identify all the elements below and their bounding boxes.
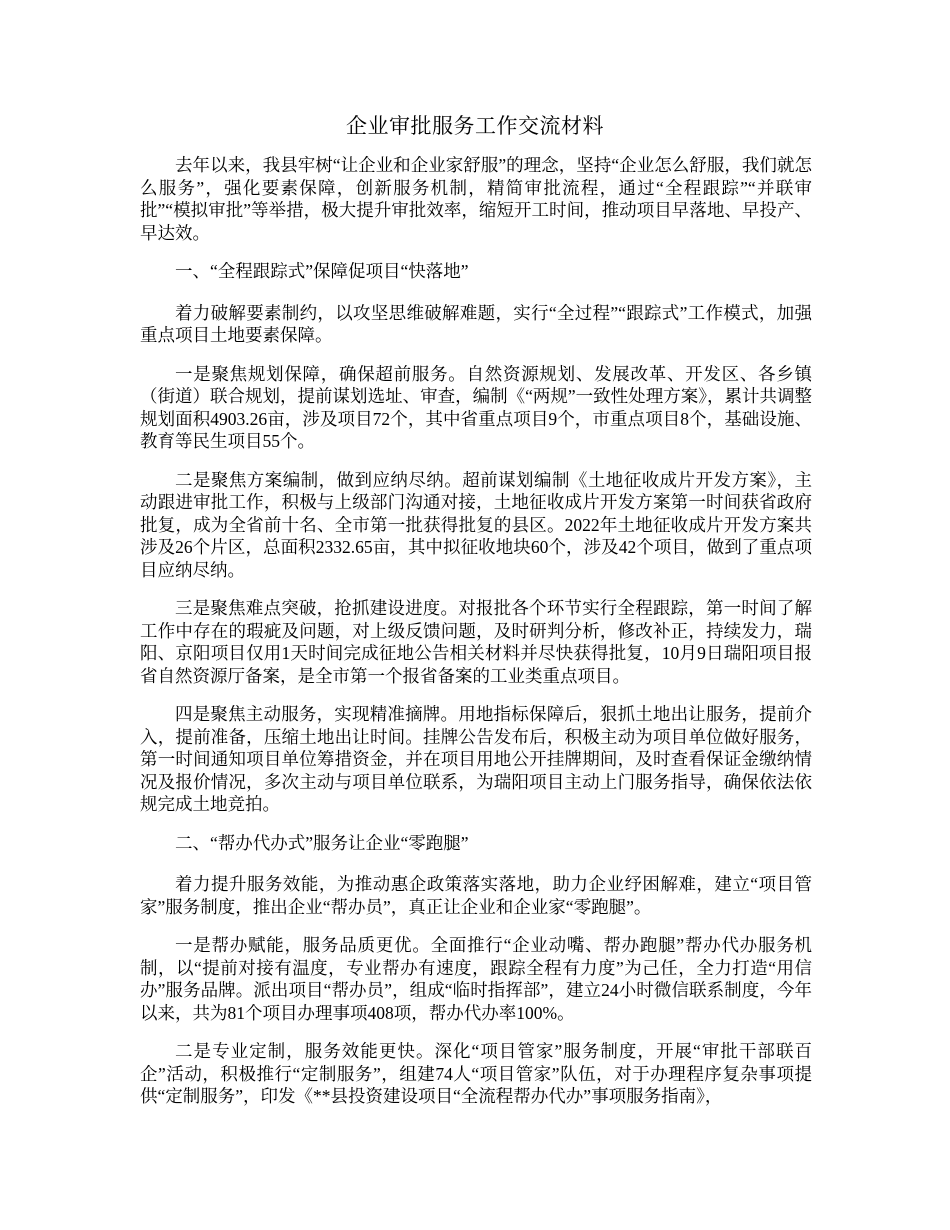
section-1-point-2-paragraph: 二是聚焦方案编制，做到应纳尽纳。超前谋划编制《土地征收成片开发方案》，主动跟进审批工作，积极与上级部门沟通对接，土地征收成片开发方案第一时间获省政府批复，成为全省前十名、全市第一批获得批复的县区。2022年土地征收成片开发方案共涉及26个片区，总面积2332.65亩，其中拟征收地块60个，涉及42个项目，做到了重点项目应纳尽纳。 bbox=[140, 469, 812, 580]
section-heading-2: 二、“帮办代办式”服务让企业“零跑腿” bbox=[175, 832, 469, 853]
section-1-intro-paragraph: 着力破解要素制约，以攻坚思维破解难题，实行“全过程”“跟踪式”工作模式，加强重点项目土地要素保障。 bbox=[140, 302, 812, 345]
document-title: 企业审批服务工作交流材料 bbox=[346, 114, 604, 138]
section-2-point-2-paragraph: 二是专业定制，服务效能更快。深化“项目管家”服务制度，开展“审批干部联百企”活动，积极推行“定制服务”，组建74人“项目管家”队伍，对于办理程序复杂事项提供“定制服务”，印发《**县投资建设项目“全流程帮办代办”事项服务指南》， bbox=[140, 1041, 812, 1106]
section-1-point-4-paragraph: 四是聚焦主动服务，实现精准摘牌。用地指标保障后，狠抓土地出让服务，提前介入，提前准备，压缩土地出让时间。挂牌公告发布后，积极主动为项目单位做好服务，第一时间通知项目单位筹措资金，并在项目用地公开挂牌期间，及时查看保证金缴纳情况及报价情况，多次主动与项目单位联系，为瑞阳项目主动上门服务指导，确保依法依规完成土地竞拍。 bbox=[140, 704, 812, 814]
section-1-point-3-paragraph: 三是聚焦难点突破，抢抓建设进度。对报批各个环节实行全程跟踪，第一时间了解工作中存在的瑕疵及问题，对上级反馈问题，及时研判分析，修改补正，持续发力，瑞阳、京阳项目仅用1天时间完成征地公告相关材料并尽快获得批复，10月9日瑞阳项目报省自然资源厅备案，是全市第一个报省备案的工业类重点项目。 bbox=[140, 598, 812, 686]
intro-paragraph: 去年以来，我县牢树“让企业和企业家舒服”的理念，坚持“企业怎么舒服，我们就怎么服务”，强化要素保障，创新服务机制，精简审批流程，通过“全程跟踪”“并联审批”“模拟审批”等举措，极大提升审批效率，缩短开工时间，推动项目早落地、早投产、早达效。 bbox=[140, 155, 812, 243]
section-1-point-1-paragraph: 一是聚焦规划保障，确保超前服务。自然资源规划、发展改革、开发区、各乡镇（街道）联合规划，提前谋划选址、审查，编制《“两规”一致性处理方案》，累计共调整规划面积4903.26亩，涉及项目72个，其中省重点项目9个，市重点项目8个，基础设施、教育等民生项目55个。 bbox=[140, 363, 812, 451]
document-body bbox=[140, 154, 812, 1124]
section-2-point-1-paragraph: 一是帮办赋能，服务品质更优。全面推行“企业动嘴、帮办跑腿”帮办代办服务机制，以“提前对接有温度，专业帮办有速度，跟踪全程有力度”为己任，全力打造“用信办”服务品牌。派出项目“帮办员”，组成“临时指挥部”，建立24小时微信联系制度，今年以来，共为81个项目办理事项408项，帮办代办率100%。 bbox=[140, 935, 812, 1023]
section-2-intro-paragraph: 着力提升服务效能，为推动惠企政策落实落地，助力企业纾困解难，建立“项目管家”服务制度，推出企业“帮办员”，真正让企业和企业家“零跑腿”。 bbox=[140, 874, 812, 917]
section-heading-1: 一、“全程跟踪式”保障促项目“快落地” bbox=[175, 261, 469, 281]
